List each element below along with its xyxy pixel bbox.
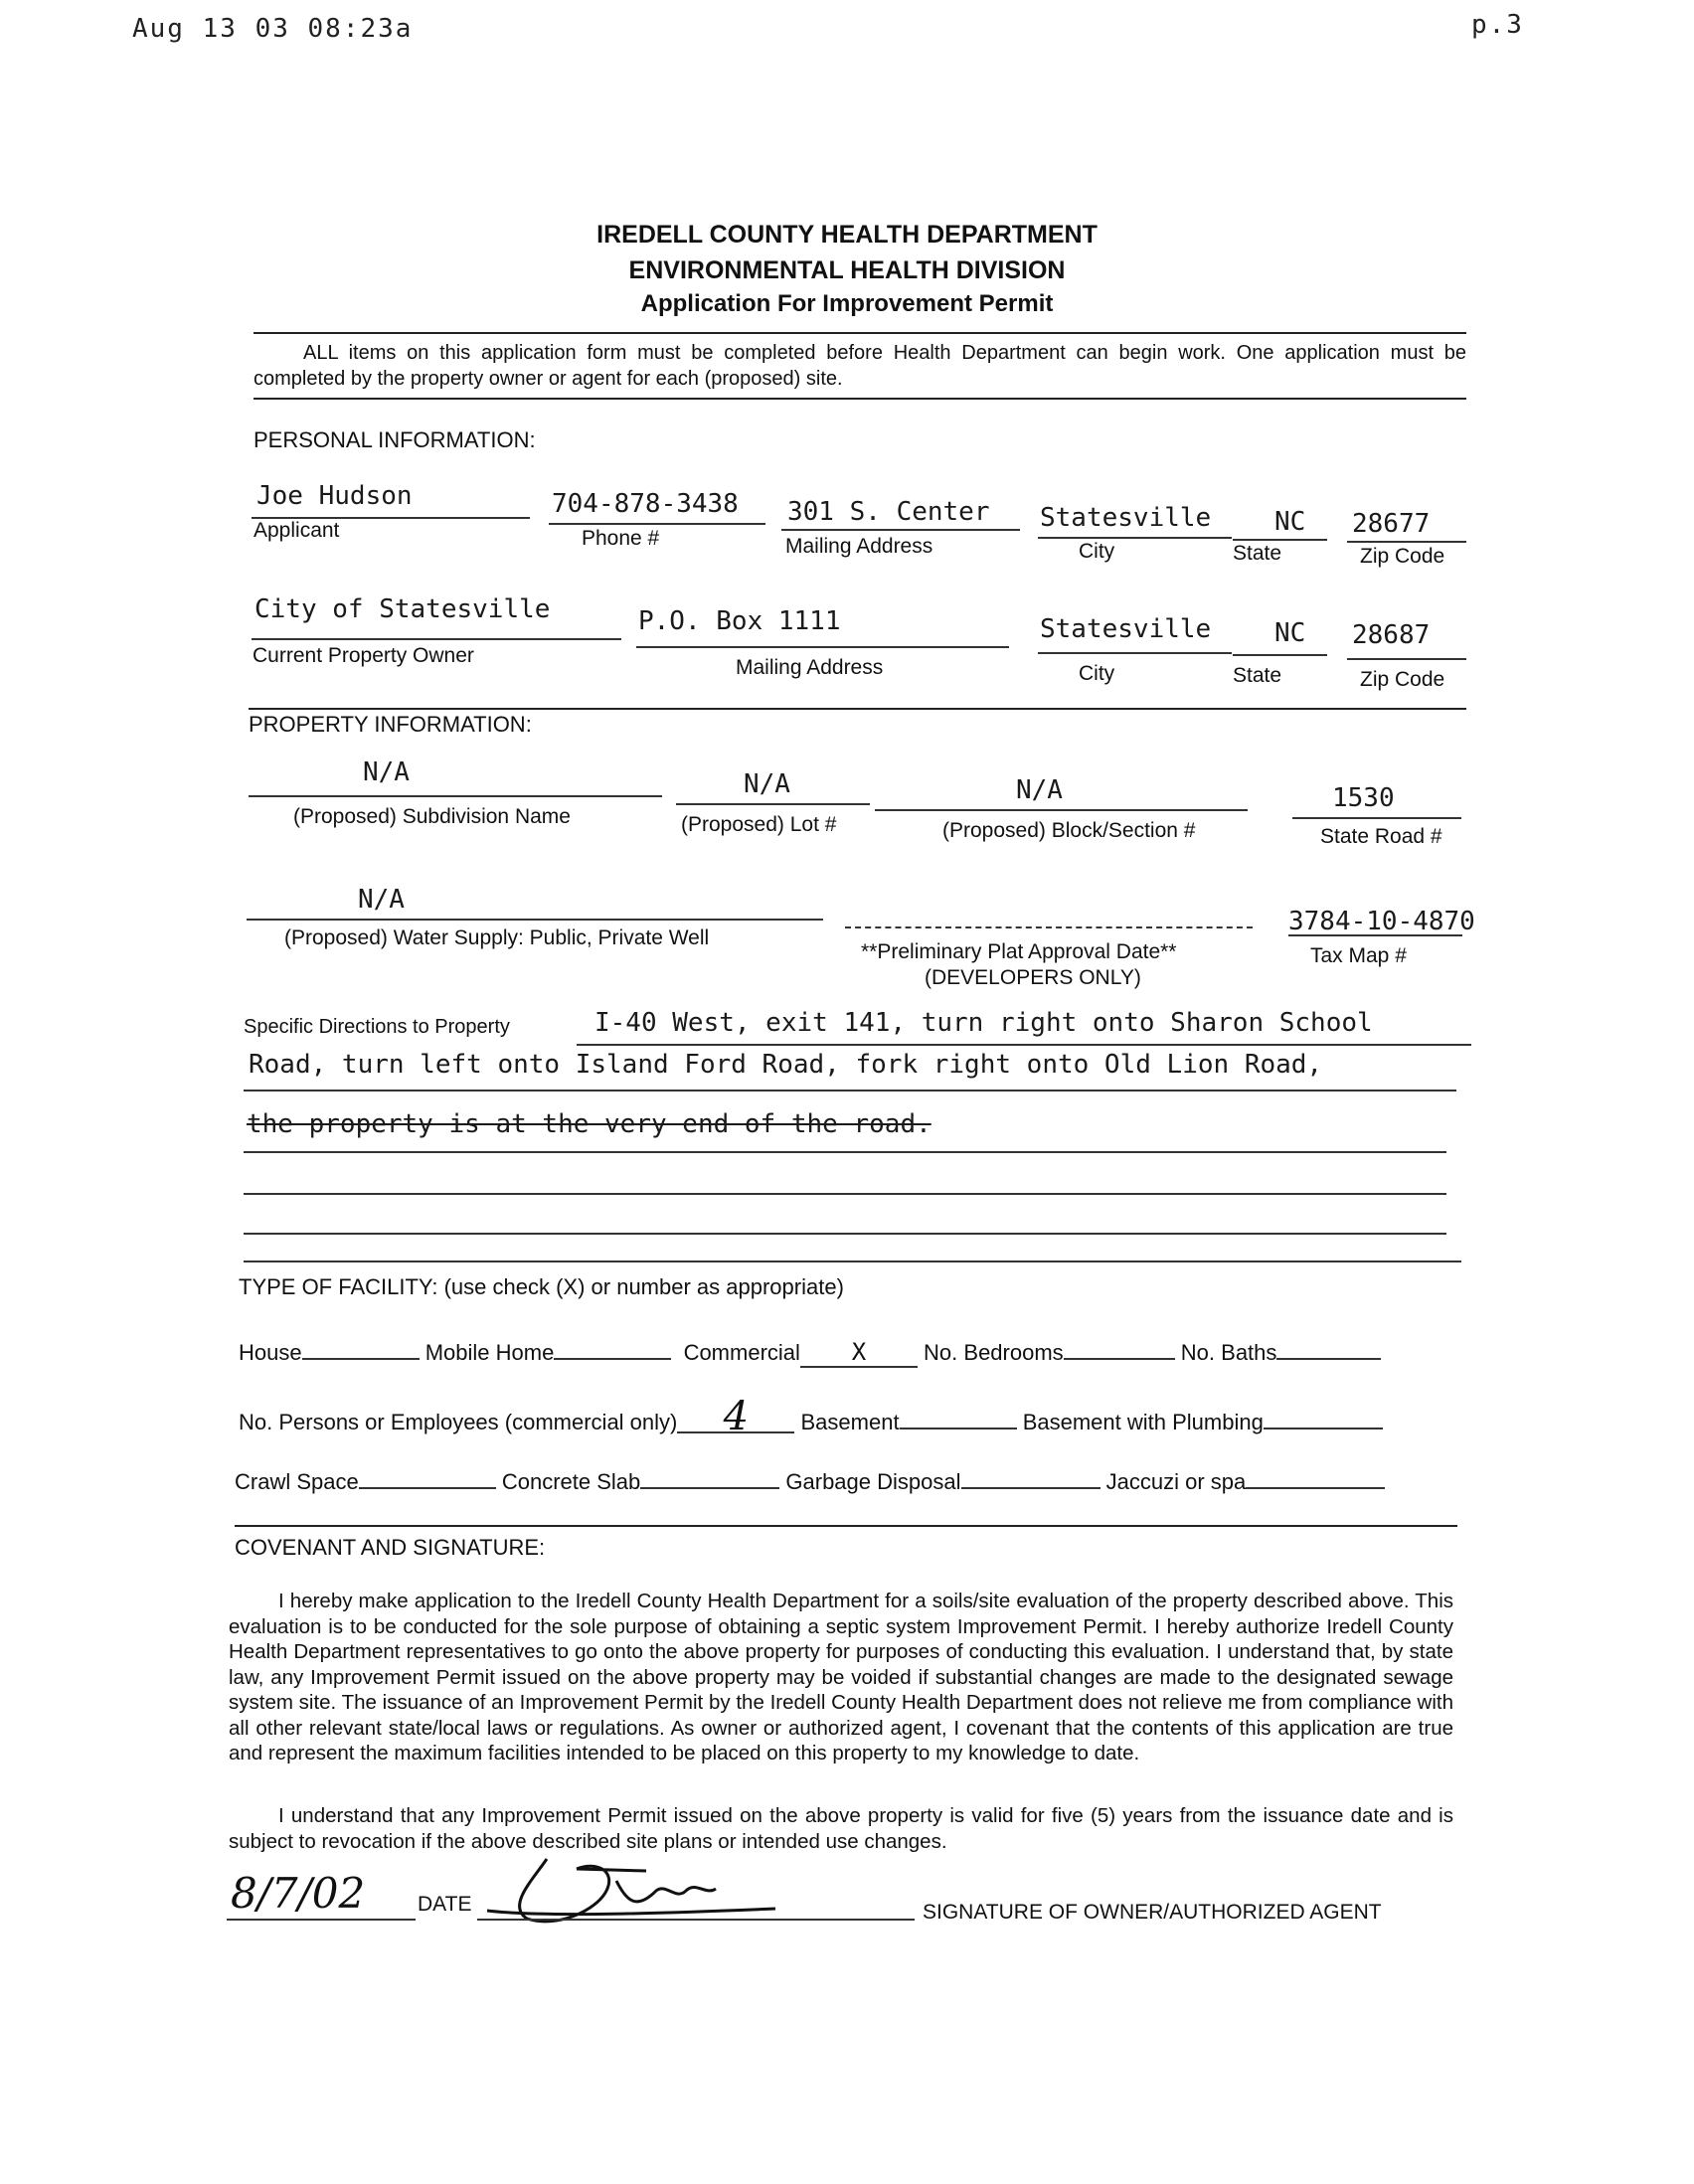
phone-value[interactable]: 704-878-3438: [552, 489, 739, 519]
plat-approval-sublabel: (DEVELOPERS ONLY): [925, 966, 1141, 989]
divider: [235, 1525, 1457, 1527]
phone-label: Phone #: [582, 527, 660, 550]
baths-field[interactable]: [1276, 1358, 1381, 1360]
field-line: [249, 795, 662, 797]
owner-value[interactable]: City of Statesville: [254, 594, 551, 624]
directions-line-2[interactable]: Road, turn left onto Island Ford Road, fork right onto Old Lion Road,: [249, 1050, 1323, 1080]
field-line: [247, 919, 823, 921]
form-title: Application For Improvement Permit: [640, 290, 1054, 317]
water-supply-label: (Proposed) Water Supply: Public, Private Well: [284, 926, 710, 949]
baths-label: No. Baths: [1180, 1340, 1277, 1365]
covenant-heading: COVENANT AND SIGNATURE:: [235, 1535, 546, 1560]
house-field[interactable]: [302, 1358, 420, 1360]
mobile-home-field[interactable]: [554, 1358, 671, 1360]
lot-label: (Proposed) Lot #: [681, 813, 837, 836]
commercial-label: Commercial: [683, 1340, 800, 1365]
owner-mailing-label: Mailing Address: [736, 656, 884, 679]
divider: [249, 708, 1466, 710]
lot-value[interactable]: N/A: [744, 769, 790, 799]
state-road-label: State Road #: [1320, 825, 1442, 848]
owner-city-label: City: [1079, 662, 1115, 685]
field-line: [1233, 654, 1327, 656]
garbage-disposal-label: Garbage Disposal: [785, 1469, 961, 1494]
garbage-disposal-field[interactable]: [961, 1487, 1101, 1489]
block-value[interactable]: N/A: [1016, 775, 1063, 805]
field-line: [244, 1090, 1456, 1092]
department-title: IREDELL COUNTY HEALTH DEPARTMENT: [596, 221, 1098, 249]
owner-mailing-value[interactable]: P.O. Box 1111: [638, 606, 841, 636]
date-value[interactable]: 8/7/02: [231, 1869, 366, 1918]
mailing-address-label: Mailing Address: [785, 535, 933, 558]
state-label: State: [1233, 542, 1282, 565]
tax-map-label: Tax Map #: [1310, 944, 1407, 967]
field-line: [636, 646, 1009, 648]
owner-city-value[interactable]: Statesville: [1040, 614, 1212, 644]
subdivision-value[interactable]: N/A: [363, 757, 410, 787]
field-line: [1347, 541, 1466, 543]
division-title: ENVIRONMENTAL HEALTH DIVISION: [628, 256, 1066, 284]
field-line: [577, 1044, 1471, 1046]
signature-label: SIGNATURE OF OWNER/AUTHORIZED AGENT: [923, 1901, 1382, 1924]
field-line: [244, 1233, 1446, 1235]
validity-paragraph: I understand that any Improvement Permit issued on the above property is valid for five (5) years from the issuance date and is subject to revocation if the above described site plans or intended use changes.: [229, 1804, 1453, 1853]
basement-plumbing-field[interactable]: [1264, 1428, 1383, 1429]
field-line: [252, 638, 621, 640]
subdivision-label: (Proposed) Subdivision Name: [293, 805, 571, 828]
owner-zip-label: Zip Code: [1360, 668, 1445, 691]
basement-field[interactable]: [900, 1428, 1017, 1429]
facility-row-1: [239, 1338, 1381, 1368]
property-info-heading: PROPERTY INFORMATION:: [249, 712, 532, 737]
persons-label: No. Persons or Employees (commercial only): [239, 1410, 678, 1434]
directions-label: Specific Directions to Property: [244, 1016, 510, 1038]
personal-info-heading: PERSONAL INFORMATION:: [254, 427, 536, 452]
field-line: [227, 1919, 416, 1921]
field-line: [1038, 652, 1232, 654]
covenant-paragraph: I hereby make application to the Iredell County Health Department for a soils/site evaluation of the property described above. This evaluation is to be conducted for the sole purpose of obtaining a septic system Improvement Permit. I hereby authorize Iredell County Health Department representatives to go onto the above property for purposes of conducting this evaluation. I understand that, by state law, any Improvement Permit issued on the above property may be voided if substantial changes are made to the designated sewage system site. The issuance of an Improvement Permit by the Iredell County Health Department does not relieve me from compliance with all other relevant state/local laws or regulations. As owner or authorized agent, I covenant that the contents of this application are true and represent the maximum facilities intended to be placed on this property to my knowledge to date.: [229, 1590, 1453, 1764]
field-line: [875, 809, 1248, 811]
field-line: [1347, 658, 1466, 660]
facility-row-3: [235, 1469, 1385, 1495]
field-line: [244, 1193, 1446, 1195]
block-label: (Proposed) Block/Section #: [942, 819, 1196, 842]
state-value[interactable]: NC: [1274, 507, 1306, 537]
field-line: [781, 529, 1020, 531]
owner-state-label: State: [1233, 664, 1282, 687]
owner-zip-value[interactable]: 28687: [1352, 620, 1431, 650]
bedrooms-field[interactable]: [1064, 1358, 1175, 1360]
crawl-space-label: Crawl Space: [235, 1469, 359, 1494]
city-value[interactable]: Statesville: [1040, 503, 1212, 533]
bedrooms-label: No. Bedrooms: [924, 1340, 1064, 1365]
field-line: [1288, 934, 1462, 936]
field-line: [1292, 817, 1461, 819]
basement-plumbing-label: Basement with Plumbing: [1022, 1410, 1264, 1434]
mailing-address-value[interactable]: 301 S. Center: [787, 497, 990, 527]
applicant-value[interactable]: Joe Hudson: [256, 481, 413, 511]
intro-text: ALL items on this application form must be completed before Health Department can begin work. One application must be completed by the property owner or agent for each (proposed) site.: [254, 342, 1466, 390]
divider: [254, 332, 1466, 334]
commercial-field[interactable]: X: [800, 1338, 918, 1368]
field-line: [1233, 539, 1327, 541]
field-line: [676, 803, 870, 805]
field-line: [244, 1151, 1446, 1153]
concrete-slab-field[interactable]: [640, 1487, 779, 1489]
plat-approval-label: **Preliminary Plat Approval Date**: [861, 940, 1177, 963]
concrete-slab-label: Concrete Slab: [501, 1469, 641, 1494]
zip-value[interactable]: 28677: [1352, 509, 1431, 539]
mobile-home-label: Mobile Home: [424, 1340, 555, 1365]
persons-field[interactable]: 4: [677, 1402, 794, 1433]
tax-map-value[interactable]: 3784-10-4870: [1288, 907, 1475, 936]
city-label: City: [1079, 540, 1115, 563]
fax-page-number: p.3: [1471, 10, 1524, 40]
field-line: [244, 1260, 1461, 1262]
facility-heading: TYPE OF FACILITY: (use check (X) or number as appropriate): [239, 1274, 844, 1299]
date-label: DATE: [418, 1893, 472, 1916]
house-label: House: [239, 1340, 302, 1365]
facility-row-2: [239, 1394, 1383, 1439]
owner-label: Current Property Owner: [253, 644, 474, 667]
divider: [254, 398, 1466, 400]
fax-timestamp: Aug 13 03 08:23a: [132, 14, 414, 44]
basement-label: Basement: [800, 1410, 900, 1434]
jaccuzi-field[interactable]: [1246, 1487, 1385, 1489]
water-supply-value[interactable]: N/A: [358, 885, 405, 915]
state-road-value[interactable]: 1530: [1332, 783, 1395, 813]
field-line: [549, 523, 765, 525]
applicant-label: Applicant: [254, 519, 340, 542]
jaccuzi-label: Jaccuzi or spa: [1105, 1469, 1247, 1494]
field-line: [1038, 537, 1232, 539]
directions-line-3[interactable]: the property is at the very end of the road.: [247, 1109, 932, 1139]
owner-state-value[interactable]: NC: [1274, 618, 1306, 648]
field-line: [477, 1919, 915, 1921]
field-line: [845, 926, 1253, 928]
crawl-space-field[interactable]: [359, 1487, 496, 1489]
directions-line-1[interactable]: I-40 West, exit 141, turn right onto Sharon School: [594, 1008, 1373, 1038]
zip-label: Zip Code: [1360, 545, 1445, 568]
